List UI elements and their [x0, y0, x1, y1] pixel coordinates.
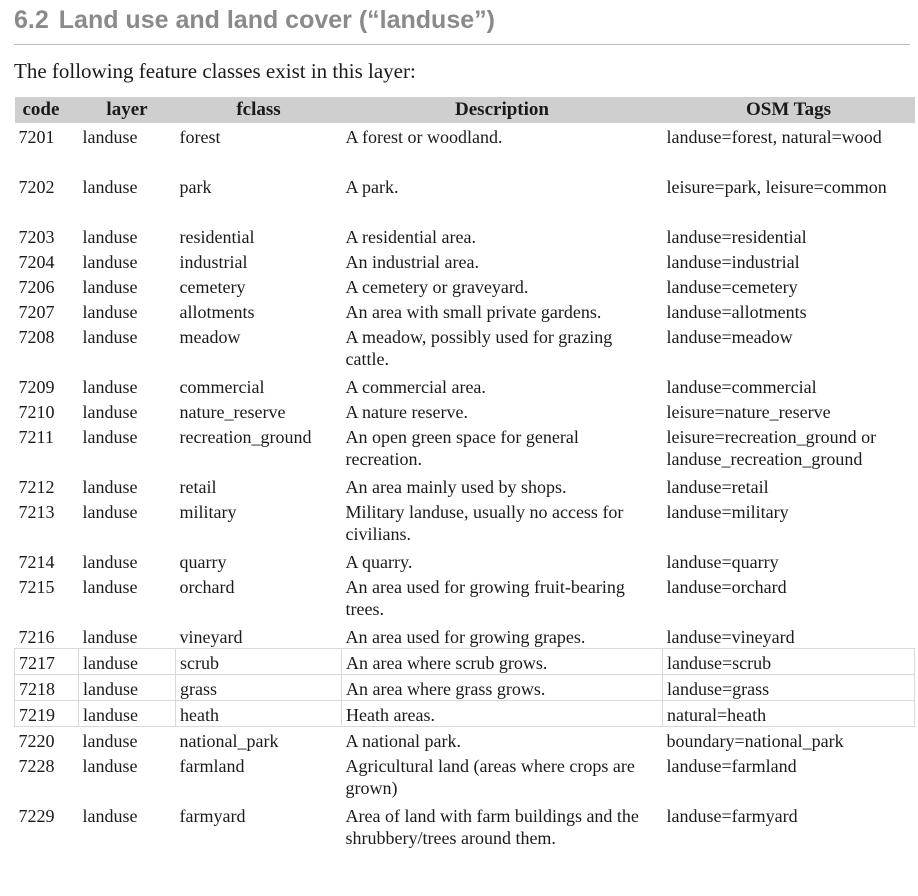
fclass-cell: heath: [176, 701, 342, 727]
description-cell: A national park.: [345, 731, 461, 751]
code-cell: 7212: [18, 477, 55, 497]
table-row: [15, 223, 915, 248]
layer-cell: landuse: [82, 627, 138, 647]
table-row: [15, 248, 915, 273]
table-row: [15, 752, 915, 802]
table-row: [15, 623, 915, 649]
osm-tags-cell: landuse=scrub: [663, 649, 915, 675]
description-cell: An industrial area.: [345, 252, 479, 272]
osm-tags-cell: natural=heath: [663, 701, 915, 727]
code-cell: 7204: [18, 252, 55, 272]
table-row: [15, 573, 915, 623]
table-row: [15, 548, 915, 573]
feature-class-table: [14, 97, 915, 852]
fclass-cell: farmyard: [179, 806, 246, 826]
description-cell: A nature reserve.: [345, 402, 468, 422]
code-cell: 7228: [18, 756, 55, 776]
section-heading: [14, 0, 910, 45]
fclass-cell: commercial: [179, 377, 265, 397]
fclass-cell: grass: [176, 675, 342, 701]
code-cell: 7208: [18, 327, 55, 347]
code-cell: 7214: [18, 552, 55, 572]
description-cell: Military landuse, usually no access for civilians.: [345, 502, 624, 544]
fclass-cell: park: [179, 177, 212, 197]
code-cell: 7218: [15, 675, 79, 701]
osm-tags-cell: landuse=vineyard: [666, 627, 795, 647]
osm-tags-cell: leisure=park, leisure=common: [666, 177, 887, 197]
fclass-cell: allotments: [179, 302, 255, 322]
code-cell: 7210: [18, 402, 55, 422]
layer-cell: landuse: [82, 552, 138, 572]
table-row: [15, 473, 915, 498]
code-cell: 7213: [18, 502, 55, 522]
fclass-cell: national_park: [179, 731, 279, 751]
layer-cell: landuse: [82, 302, 138, 322]
header-code: code: [22, 99, 60, 120]
table-row: [15, 498, 915, 548]
layer-cell: landuse: [82, 277, 138, 297]
osm-tags-cell: landuse=orchard: [666, 577, 787, 597]
code-cell: 7201: [18, 127, 55, 147]
layer-cell: landuse: [79, 701, 176, 727]
osm-tags-cell: landuse=forest, natural=wood: [666, 127, 882, 147]
osm-tags-cell: landuse=residential: [666, 227, 807, 247]
layer-cell: landuse: [82, 127, 138, 147]
description-cell: An area used for growing fruit-bearing trees.: [345, 577, 625, 619]
code-cell: 7216: [18, 627, 55, 647]
table-body: [15, 123, 915, 852]
code-cell: 7203: [18, 227, 55, 247]
code-cell: 7211: [18, 427, 54, 447]
fclass-cell: military: [179, 502, 237, 522]
code-cell: 7207: [18, 302, 55, 322]
osm-tags-cell: leisure=nature_reserve: [666, 402, 831, 422]
layer-cell: landuse: [82, 731, 138, 751]
description-cell: An area where grass grows.: [342, 675, 663, 701]
code-cell: 7229: [18, 806, 55, 826]
layer-cell: landuse: [82, 477, 138, 497]
osm-tags-cell: landuse=cemetery: [666, 277, 798, 297]
description-cell: A quarry.: [345, 552, 413, 572]
header-layer: layer: [106, 99, 148, 120]
osm-tags-cell: landuse=allotments: [666, 302, 807, 322]
table-row: [15, 802, 915, 852]
description-cell: A park.: [345, 177, 399, 197]
code-cell: 7202: [18, 177, 55, 197]
layer-cell: landuse: [82, 177, 138, 197]
code-cell: 7206: [18, 277, 55, 297]
code-cell: 7220: [18, 731, 55, 751]
fclass-cell: quarry: [179, 552, 227, 572]
section-title: Land use and land cover (“landuse”): [58, 6, 495, 34]
description-cell: An open green space for general recreation.: [345, 427, 579, 469]
table-row: [15, 701, 915, 727]
fclass-cell: recreation_ground: [179, 427, 312, 447]
table-row: [15, 298, 915, 323]
osm-tags-cell: landuse=farmyard: [666, 806, 798, 826]
layer-cell: landuse: [82, 427, 138, 447]
osm-tags-cell: landuse=farmland: [666, 756, 797, 776]
layer-cell: landuse: [82, 577, 138, 597]
fclass-cell: industrial: [179, 252, 248, 272]
description-cell: A forest or woodland.: [345, 127, 503, 147]
table-row: [15, 727, 915, 753]
osm-tags-cell: boundary=national_park: [666, 731, 844, 751]
header-description: Description: [455, 99, 549, 120]
header-fclass: fclass: [236, 99, 281, 120]
layer-cell: landuse: [82, 227, 138, 247]
table-row: [15, 323, 915, 373]
layer-cell: landuse: [79, 649, 176, 675]
description-cell: Agricultural land (areas where crops are grown): [345, 756, 635, 798]
table-row: [15, 649, 915, 675]
description-cell: Heath areas.: [342, 701, 663, 727]
layer-cell: landuse: [82, 806, 138, 826]
layer-cell: landuse: [82, 377, 138, 397]
description-cell: A cemetery or graveyard.: [345, 277, 529, 297]
code-cell: 7215: [18, 577, 55, 597]
header-osm-tags: OSM Tags: [745, 99, 831, 120]
osm-tags-cell: landuse=quarry: [666, 552, 779, 572]
table-row: [15, 173, 915, 223]
fclass-cell: nature_reserve: [179, 402, 286, 422]
description-cell: An area mainly used by shops.: [345, 477, 567, 497]
table-row: [15, 273, 915, 298]
osm-tags-cell: landuse=commercial: [666, 377, 817, 397]
fclass-cell: orchard: [179, 577, 235, 597]
description-cell: Area of land with farm buildings and the shrubbery/trees around them.: [345, 806, 639, 848]
description-cell: A commercial area.: [345, 377, 486, 397]
intro-text: The following feature classes exist in this layer:: [14, 59, 416, 83]
description-cell: An area where scrub grows.: [342, 649, 663, 675]
fclass-cell: forest: [179, 127, 221, 147]
layer-cell: landuse: [79, 675, 176, 701]
osm-tags-cell: leisure=recreation_ground or landuse_recreation_ground: [666, 427, 877, 469]
description-cell: An area with small private gardens.: [345, 302, 602, 322]
fclass-cell: scrub: [176, 649, 342, 675]
code-cell: 7219: [15, 701, 79, 727]
table-row: [15, 423, 915, 473]
osm-tags-cell: landuse=military: [666, 502, 789, 522]
code-cell: 7217: [15, 649, 79, 675]
table-row: [15, 373, 915, 398]
layer-cell: landuse: [82, 502, 138, 522]
description-cell: An area used for growing grapes.: [345, 627, 586, 647]
layer-cell: landuse: [82, 402, 138, 422]
description-cell: A residential area.: [345, 227, 476, 247]
layer-cell: landuse: [82, 252, 138, 272]
osm-tags-cell: landuse=industrial: [666, 252, 800, 272]
fclass-cell: retail: [179, 477, 217, 497]
table-row: [15, 675, 915, 701]
table-row: [15, 123, 915, 173]
osm-tags-cell: landuse=meadow: [666, 327, 793, 347]
table-row: [15, 398, 915, 423]
section-number: 6.2: [14, 6, 49, 34]
fclass-cell: vineyard: [179, 627, 243, 647]
osm-tags-cell: landuse=grass: [663, 675, 915, 701]
header-row: [15, 97, 915, 123]
layer-cell: landuse: [82, 756, 138, 776]
fclass-cell: residential: [179, 227, 255, 247]
fclass-cell: farmland: [179, 756, 245, 776]
fclass-cell: cemetery: [179, 277, 246, 297]
layer-cell: landuse: [82, 327, 138, 347]
table-header: [15, 97, 915, 123]
description-cell: A meadow, possibly used for grazing cattle.: [345, 327, 613, 369]
code-cell: 7209: [18, 377, 55, 397]
fclass-cell: meadow: [179, 327, 241, 347]
osm-tags-cell: landuse=retail: [666, 477, 769, 497]
